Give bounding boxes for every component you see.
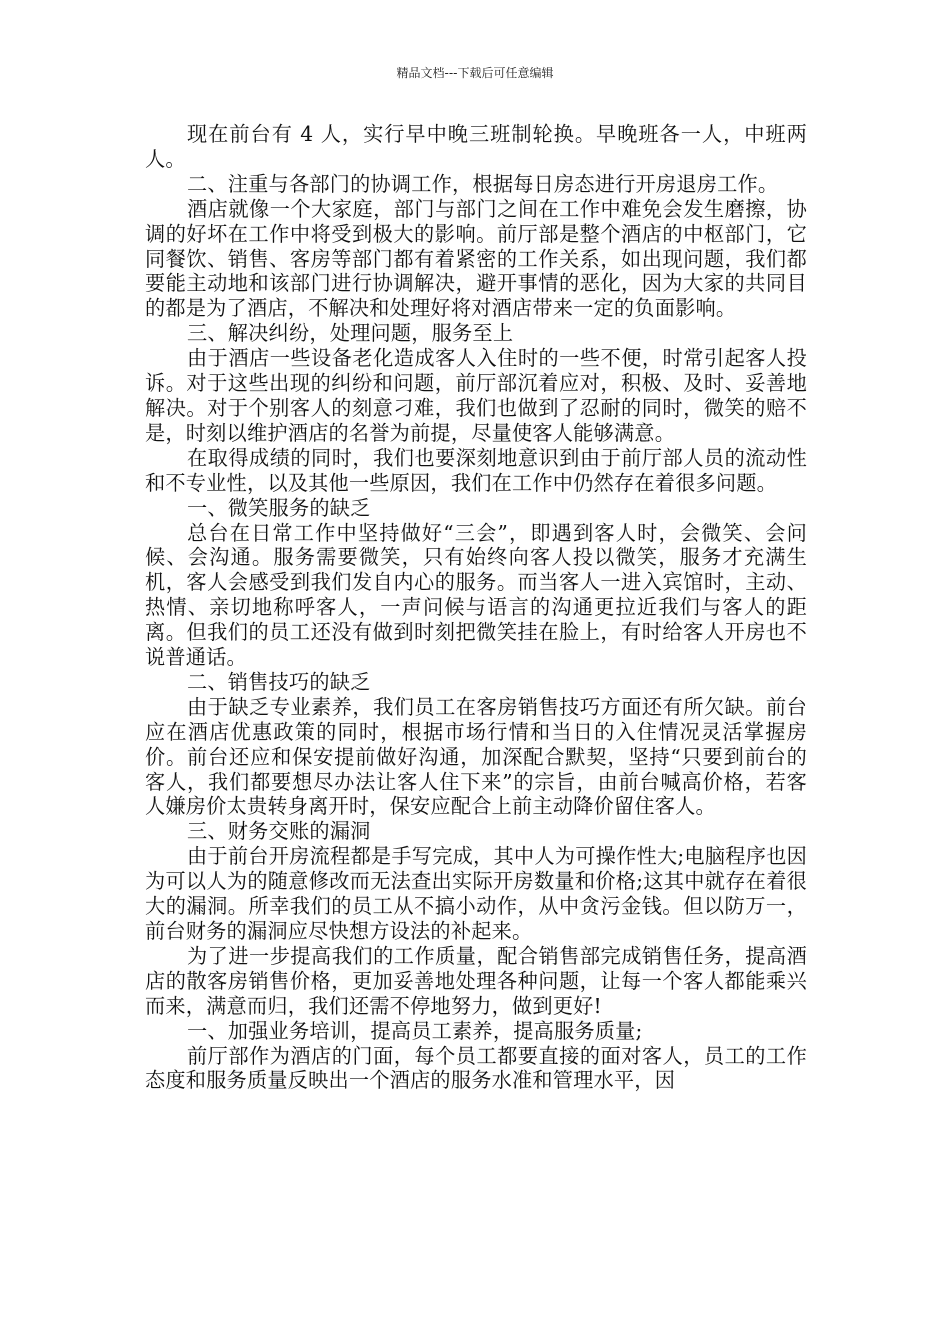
heading-coordination: 二、注重与各部门的协调工作，根据每日房态进行开房退房工作。 <box>187 171 779 196</box>
paragraph-hotel-family: 酒店就像一个大家庭，部门与部门之间在工作中难免会发生磨擦，协调的好坏在工作中将受到极大的影响。前厅部是整个酒店的中枢部门，它同餐饮、销售、客房等部门都有着紧密的工作关系，如出现问题，我们都要能主动地和该部门进行协调解决，避开事情的恶化，因为大家的共同目的都是为了酒店，不解决和处理好将对酒店带来一定的负面影响。 <box>145 196 807 321</box>
paragraph-shift-schedule: 现在前台有 4 人，实行早中晚三班制轮换。早晚班各一人，中班两人。 <box>145 122 807 171</box>
paragraph-complaints: 由于酒店一些设备老化造成客人入住时的一些不便，时常引起客人投诉。对于这些出现的纠纷和问题，前厅部沉着应对，积极、及时、妥善地解决。对于个别客人的刻意刁难，我们也做到了忍耐的同时，微笑的赔不是，时刻以维护酒店的名誉为前提，尽量使客人能够满意。 <box>145 346 807 445</box>
paragraph-front-office-role: 前厅部作为酒店的门面，每个员工都要直接的面对客人，员工的工作态度和服务质量反映出一个酒店的服务水准和管理水平，因 <box>145 1043 807 1093</box>
paragraph-problems-intro: 在取得成绩的同时，我们也要深刻地意识到由于前厅部人员的流动性和不专业性，以及其他一些原因，我们在工作中仍然存在着很多问题。 <box>145 445 807 495</box>
heading-smile-service: 一、微笑服务的缺乏 <box>187 495 371 520</box>
paragraph-finance-loophole: 由于前台开房流程都是手写完成，其中人为可操作性大;电脑程序也因为可以人为的随意修改而无法查出实际开房数量和价格;这其中就存在着很大的漏洞。所幸我们的员工从不搞小动作，从中贪污金钱。但以防万一，前台财务的漏洞应尽快想方设法的补起来。 <box>145 844 807 943</box>
heading-training: 一、加强业务培训，提高员工素养，提高服务质量; <box>187 1018 643 1043</box>
paragraph-improvement-goal: 为了进一步提高我们的工作质量，配合销售部完成销售任务，提高酒店的散客房销售价格，更加妥善地处理各种问题，让每一个客人都能乘兴而来，满意而归，我们还需不停地努力，做到更好! <box>145 943 807 1018</box>
paragraph-sales-skills: 由于缺乏专业素养，我们员工在客房销售技巧方面还有所欠缺。前台应在酒店优惠政策的同时，根据市场行情和当日的入住情况灵活掌握房价。前台还应和保安提前做好沟通，加深配合默契，坚持“只要到前台的客人，我们都要想尽办法让客人住下来”的宗旨，由前台喊高价格，若客人嫌房价太贵转身离开时，保安应配合上前主动降价留住客人。 <box>145 694 807 819</box>
heading-resolve-disputes: 三、解决纠纷，处理问题，服务至上 <box>187 321 514 346</box>
heading-finance-loophole: 三、财务交账的漏洞 <box>187 819 371 844</box>
document-body <box>145 122 807 1093</box>
heading-sales-skills: 二、销售技巧的缺乏 <box>187 669 371 694</box>
paragraph-smile-service: 总台在日常工作中坚持做好“三会”，即遇到客人时，会微笑、会问候、会沟通。服务需要微笑，只有始终向客人投以微笑，服务才充满生机，客人会感受到我们发自内心的服务。而当客人一进入宾馆时，主动、热情、亲切地称呼客人，一声问候与语言的沟通更拉近我们与客人的距离。但我们的员工还没有做到时刻把微笑挂在脸上，有时给客人开房也不说普通话。 <box>145 520 807 670</box>
page-header: 精品文档---下载后可任意编辑 <box>396 66 554 80</box>
